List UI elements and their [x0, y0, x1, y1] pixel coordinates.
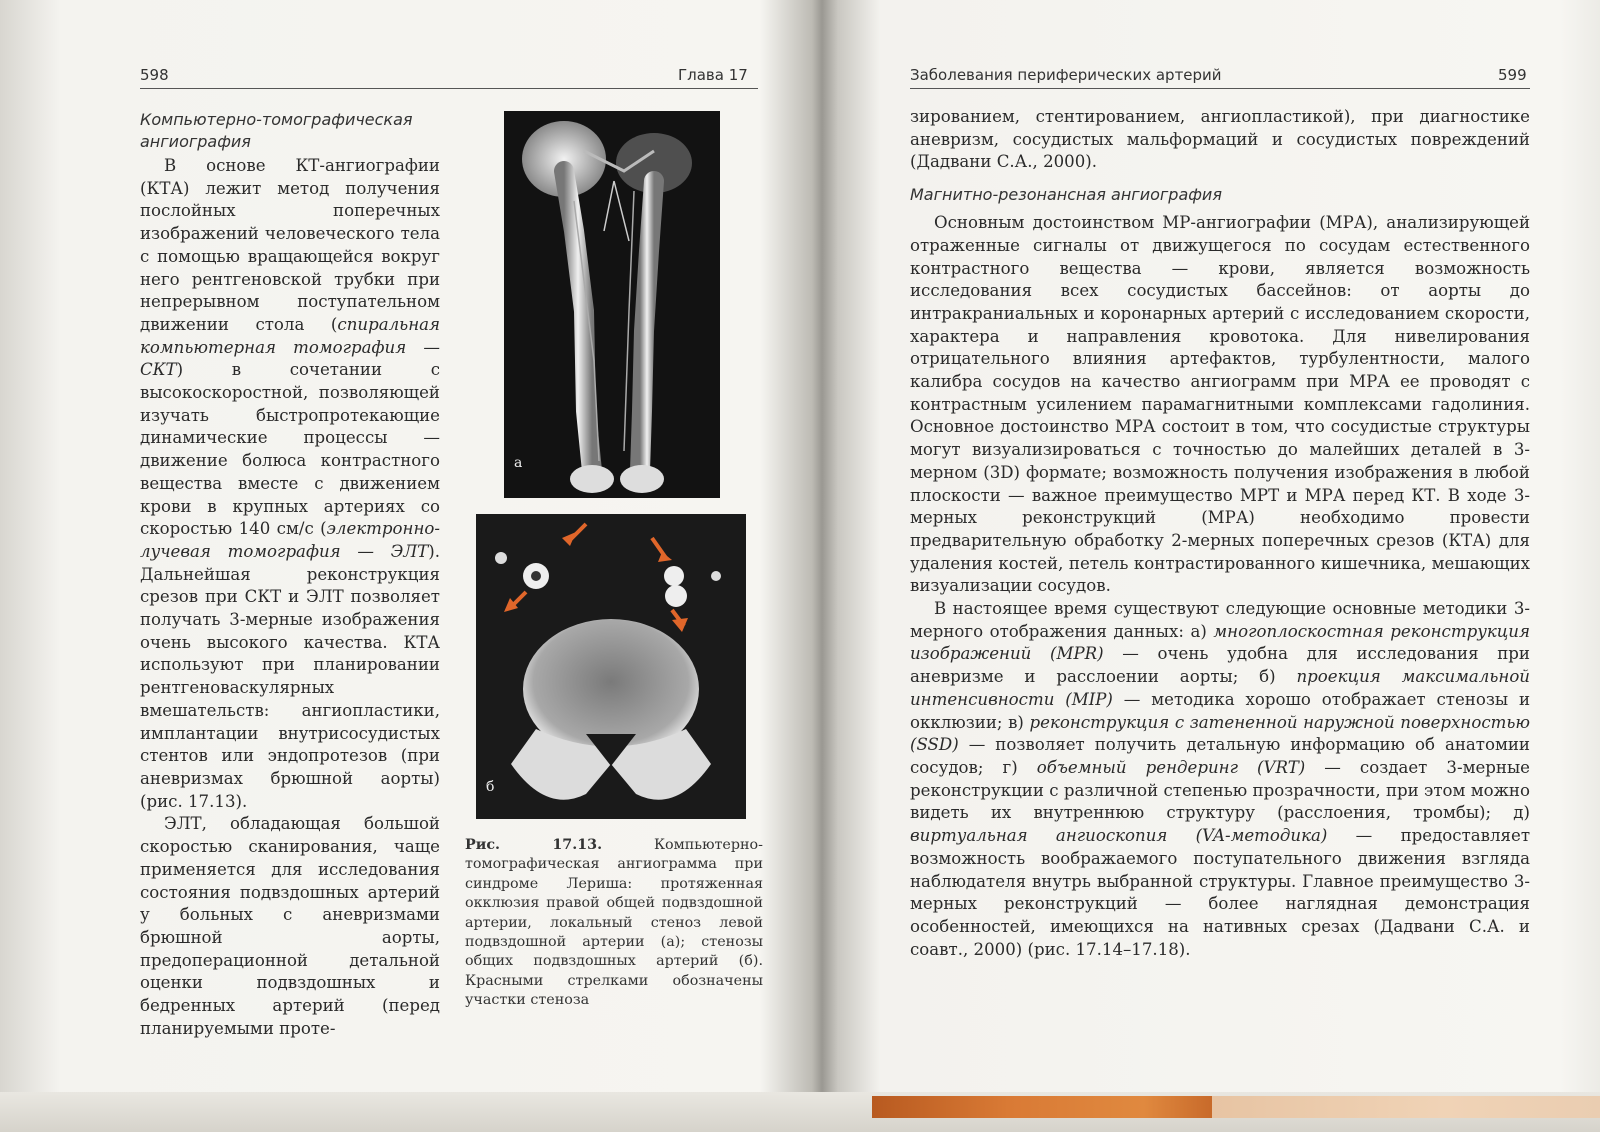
left-text-column [140, 155, 440, 1038]
figure-17-13-b [476, 514, 746, 819]
left-page-number: 598 [140, 66, 169, 84]
figure-a-label: а [514, 455, 523, 471]
ct-angiogram-legs-image [504, 111, 720, 498]
figure-17-13-a [504, 111, 720, 498]
right-paragraph-2: В настоящее время существуют следующие основные методики 3-мерного отображения данных: а) многоплоскостная реконструкция изображений (MPR) — очень удобна для исследования при аневризме и расслоении аорты; б) проекция максимальной интенсивности (MIP) — методика хорошо отображает стенозы и окклюзии; в) реконструкция с затененной наружной поверхностью (SSD) — позволяет получить детальную информацию об анатомии сосудов; г) объемный рендеринг (VRT) — создает 3-мерные реконструкции с различной степенью прозрачности, при этом можно видеть их внутреннюю структуру (расслоения, тромбы); д) виртуальная ангиоскопия (VA-методика) — предоставляет возможность воображаемого поступательного движения взгляда наблюдателя внутрь выбранной структуры. Главное преимущество 3-мерных реконструкций — более наглядная демонстрация особенностей, имеющихся на нативных срезах (Дадвани С.А. и соавт., 2000) (рис. 17.14–17.18). [910, 599, 1531, 959]
book-edge-light [1212, 1096, 1600, 1118]
right-header-rule [910, 88, 1530, 89]
ct-axial-slice-image [476, 514, 746, 819]
caption-text: Компьютерно-томографическая ангиограмма при синдроме Лериша: протяженная окклюзия правой общей подвздошной артерии, локальный стеноз левой подвздошной артерии (а); стенозы общих подвздошных артерий (б). Красными стрелками обозначены участки стеноза [465, 837, 764, 1009]
right-paragraph-1: Основным достоинством МР-ангиографии (МРА), анализирующей отраженные сигналы от движущегося по сосудам естественного контрастного вещества — крови, является возможность исследования всех сосудистых бассейнов: от аорты до интракраниальных и коронарных артерий с исследованием скорости, характера и направления кровотока. Для нивелирования отрицательного влияния артефактов, турбулентности, малого калибра сосудов на качество ангиограмм при МРА ее проводят с контрастным усилением парамагнитными комплексами гадолиния. Основное достоинство МРА состоит в том, что сосудистые структуры могут визуализироваться с точностью до малейших деталей в 3-мерном (3D) формате; возможность получения изображения в любой плоскости — важное преимущество МРТ и МРА перед КТ. В ходе 3-мерных реконструкций (МРА) необходимо провести предварительную обработку 2-мерных поперечных срезов (КТА) для удаления костей, петель контрастированного кишечника, мешающих визуализации сосудов. [910, 213, 1530, 596]
right-text-column [910, 106, 1530, 986]
left-paragraph-2: ЭЛТ, обладающая большой скоростью сканирования, чаще применяется для исследования состояния подвздошных артерий у больных с аневризмами брюшной аорты, предоперационной детальной оценки подвздошных и бедренных артерий (перед планируемыми проте- [140, 814, 440, 1038]
caption-number: Рис. 17.13. [465, 837, 603, 853]
left-subheading: Компьютерно-томографическая ангиография [140, 110, 413, 151]
figure-caption [465, 836, 763, 1011]
right-page-number: 599 [1498, 66, 1527, 84]
left-header-rule [140, 88, 758, 89]
left-running-head: Глава 17 [678, 66, 748, 84]
figure-b-label: б [486, 779, 495, 795]
right-subheading: Магнитно-резонансная ангиография [910, 185, 1222, 205]
right-paragraph-0: зированием, стентированием, ангиопластикой), при диагностике аневризм, сосудистых мальформаций и сосудистых повреждений (Дадвани С.А., 2000). [910, 107, 1530, 172]
left-paragraph-1: В основе КТ-ангиографии (КТА) лежит метод получения послойных поперечных изображений человеческого тела с помощью вращающейся вокруг него рентгеновской трубки при непрерывном поступательном движении стола (спиральная компьютерная томография — СКТ) в сочетании с высокоскоростной, позволяющей изучать быстропротекающие динамические процессы — движение болюса контрастного вещества вместе с движением крови в крупных артериях со скоростью 140 см/с (электронно-лучевая томография — ЭЛТ). Дальнейшая реконструкция срезов при СКТ и ЭЛТ позволяет получать 3-мерные изображения очень высокого качества. КТА используют при планировании рентгеноваскулярных вмешательств: ангиопластики, имплантации внутрисосудистых стентов или эндопротезов (при аневризмах брюшной аорты) (рис. 17.13). [140, 156, 440, 811]
right-running-head: Заболевания периферических артерий [910, 66, 1222, 84]
book-edge-orange [872, 1096, 1212, 1118]
